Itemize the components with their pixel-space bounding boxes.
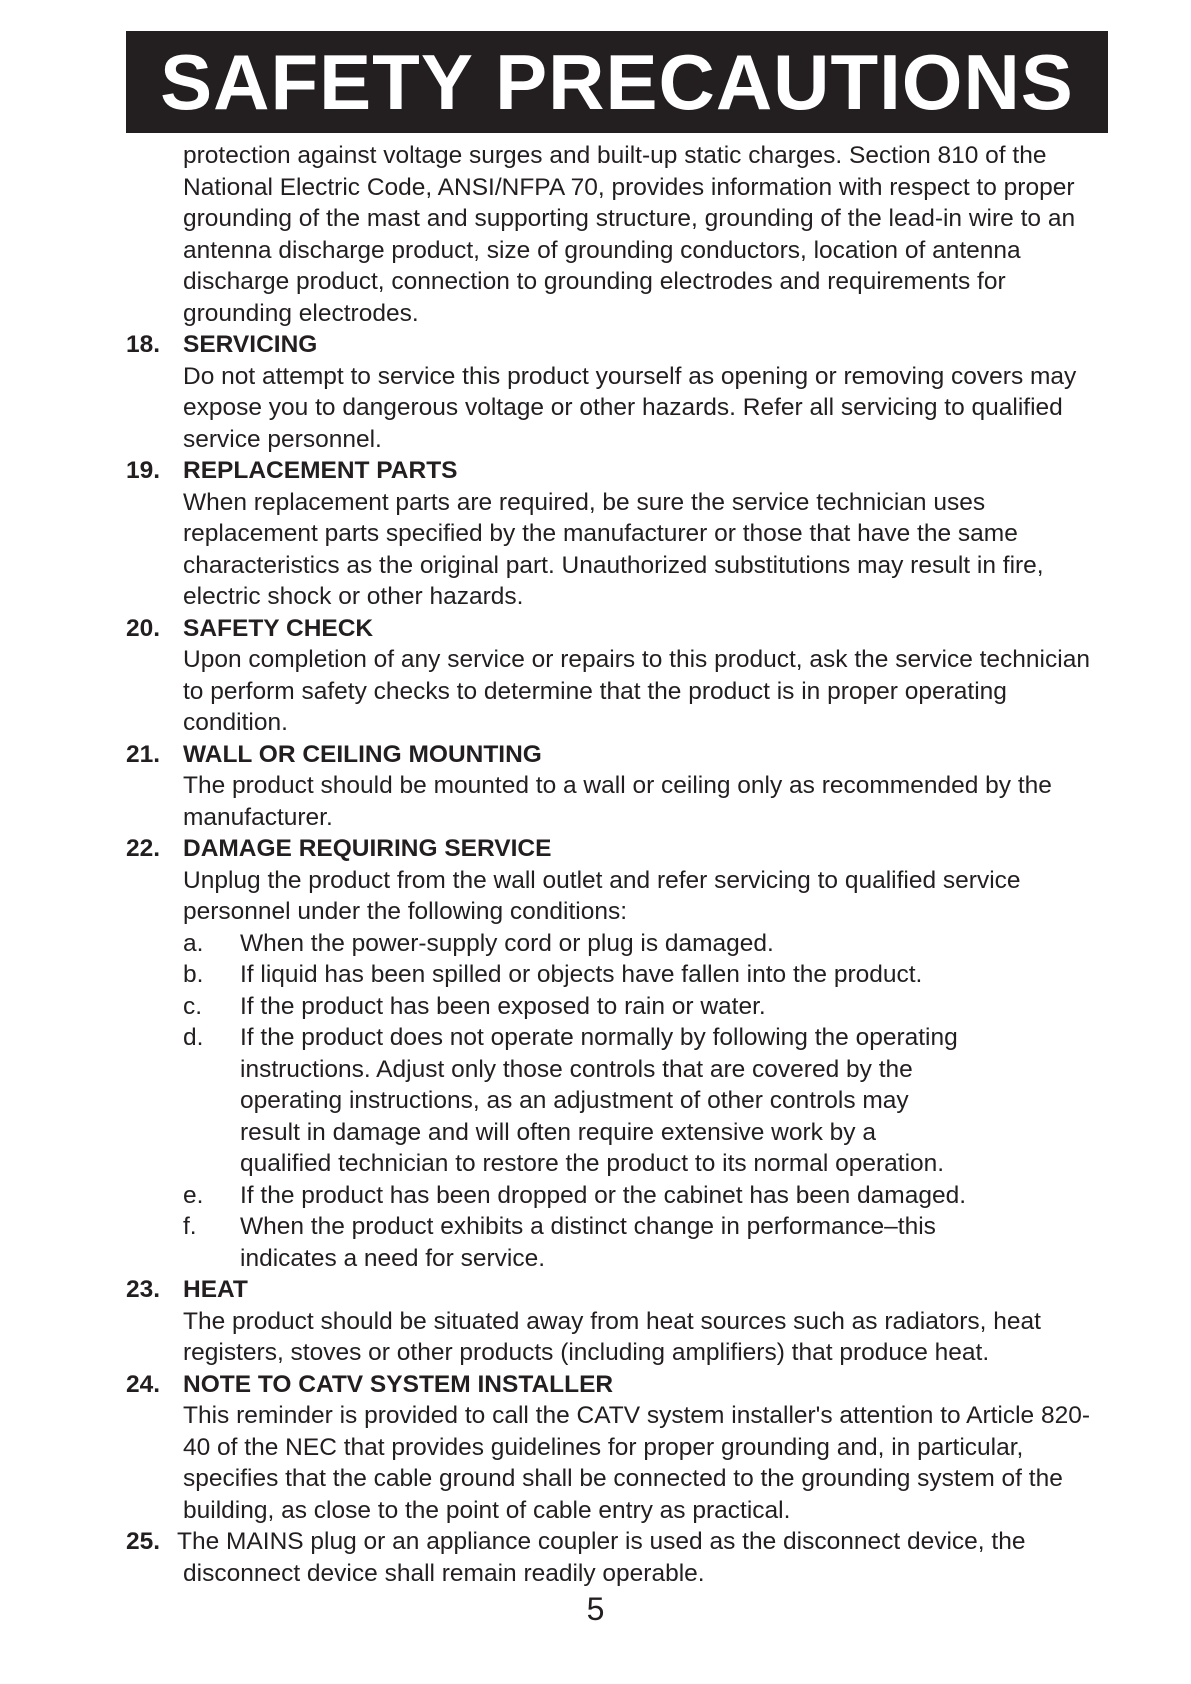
item-heading: WALL OR CEILING MOUNTING xyxy=(183,740,542,768)
item-heading: SAFETY CHECK xyxy=(183,614,374,642)
list-item-20 xyxy=(126,613,1116,739)
page-number: 5 xyxy=(586,1591,605,1627)
sub-item-text: When the power-supply cord or plug is damaged. xyxy=(240,929,774,957)
safety-text xyxy=(126,140,1116,1589)
item-body-line: disconnect device shall remain readily operable. xyxy=(183,1559,705,1587)
sub-item-letter: d. xyxy=(183,1024,204,1051)
item-body-line: The MAINS plug or an appliance coupler is used as the disconnect device, the xyxy=(177,1528,1026,1555)
page-header-banner xyxy=(126,31,1108,133)
item-number: 25. xyxy=(126,1528,161,1555)
sub-item-letter: e. xyxy=(183,1181,204,1209)
item-number: 22. xyxy=(126,835,161,862)
sub-item-letter: b. xyxy=(183,961,204,988)
item-body xyxy=(177,1526,1116,1589)
item-body: Upon completion of any service or repairs to this product, ask the service technician to perform safety checks to determine that the product is in proper operating condition. xyxy=(183,646,1090,736)
item-body: Unplug the product from the wall outlet and refer servicing to qualified service personnel under the following conditions: xyxy=(183,866,1021,925)
sub-item-d xyxy=(183,1022,1116,1180)
sub-item-letter: c. xyxy=(183,992,203,1020)
sub-item-text: If liquid has been spilled or objects have fallen into the product. xyxy=(240,961,923,988)
item-number: 19. xyxy=(126,457,161,484)
page-title: SAFETY PRECAUTIONS xyxy=(160,38,1074,126)
list-item-19 xyxy=(126,455,1116,613)
item-heading: DAMAGE REQUIRING SERVICE xyxy=(183,835,552,862)
sub-item-letter: a. xyxy=(183,929,204,957)
item-number: 23. xyxy=(126,1276,161,1303)
intro-paragraph: protection against voltage surges and built-up static charges. Section 810 of the National Electric Code, ANSI/NFPA 70, provides information with respect to proper grounding of the mast and supporting structure, grounding of the lead-in wire to an antenna discharge product, size of grounding conductors, location of antenna discharge product, connection to grounding electrodes and requirements for grounding electrodes. xyxy=(183,142,1076,327)
list-item-25 xyxy=(126,1526,1116,1589)
sub-item-text: If the product has been exposed to rain or water. xyxy=(240,992,766,1020)
item-body: The product should be situated away from heat sources such as radiators, heat registers, stoves or other products (including amplifiers) that produce heat. xyxy=(183,1307,1041,1366)
item-number: 18. xyxy=(126,331,161,358)
item-number: 20. xyxy=(126,614,161,642)
list-item-22 xyxy=(126,833,1116,1274)
item-heading: HEAT xyxy=(183,1276,248,1303)
item-body: Do not attempt to service this product yourself as opening or removing covers may expose you to dangerous voltage or other hazards. Refer all servicing to qualified service personnel. xyxy=(183,362,1077,453)
sub-item-text: If the product has been dropped or the cabinet has been damaged. xyxy=(240,1181,967,1209)
item-body: The product should be mounted to a wall or ceiling only as recommended by the manufacturer. xyxy=(183,772,1052,831)
sub-item-f xyxy=(183,1211,1116,1274)
item-heading: REPLACEMENT PARTS xyxy=(183,457,458,484)
item-number: 21. xyxy=(126,740,161,768)
item-body: This reminder is provided to call the CATV system installer's attention to Article 820-40 of the NEC that provides guidelines for proper grounding and, in particular, specifies that the cable ground shall be connected to the grounding system of the building, as close to the point of cable entry as practical. xyxy=(183,1402,1091,1524)
item-heading: SERVICING xyxy=(183,331,318,358)
list-item-24 xyxy=(126,1369,1116,1527)
list-item-23 xyxy=(126,1274,1116,1369)
sub-item-e xyxy=(183,1180,1116,1212)
sub-item-c xyxy=(183,991,1116,1023)
sub-item-text: When the product exhibits a distinct change in performance–this indicates a need for service. xyxy=(240,1213,936,1272)
item-number: 24. xyxy=(126,1370,161,1398)
sub-item-letter: f. xyxy=(183,1213,197,1240)
sub-item-text: If the product does not operate normally by following the operating instructions. Adjust only those controls that are covered by the operating instructions, as an adjustment of other controls may result in damage and will often require extensive work by a qualified technician to restore the product to its normal operation. xyxy=(240,1024,958,1177)
list-item-18 xyxy=(126,329,1116,455)
list-item-21 xyxy=(126,739,1116,834)
item-body: When replacement parts are required, be sure the service technician uses replacement parts specified by the manufacturer or those that have the same characteristics as the original part. Unauthorized substitutions may result in fire, electric shock or other hazards. xyxy=(183,488,1044,610)
sub-item-b xyxy=(183,959,1116,991)
sub-item-a xyxy=(183,928,1116,960)
item-heading: NOTE TO CATV SYSTEM INSTALLER xyxy=(183,1370,614,1398)
